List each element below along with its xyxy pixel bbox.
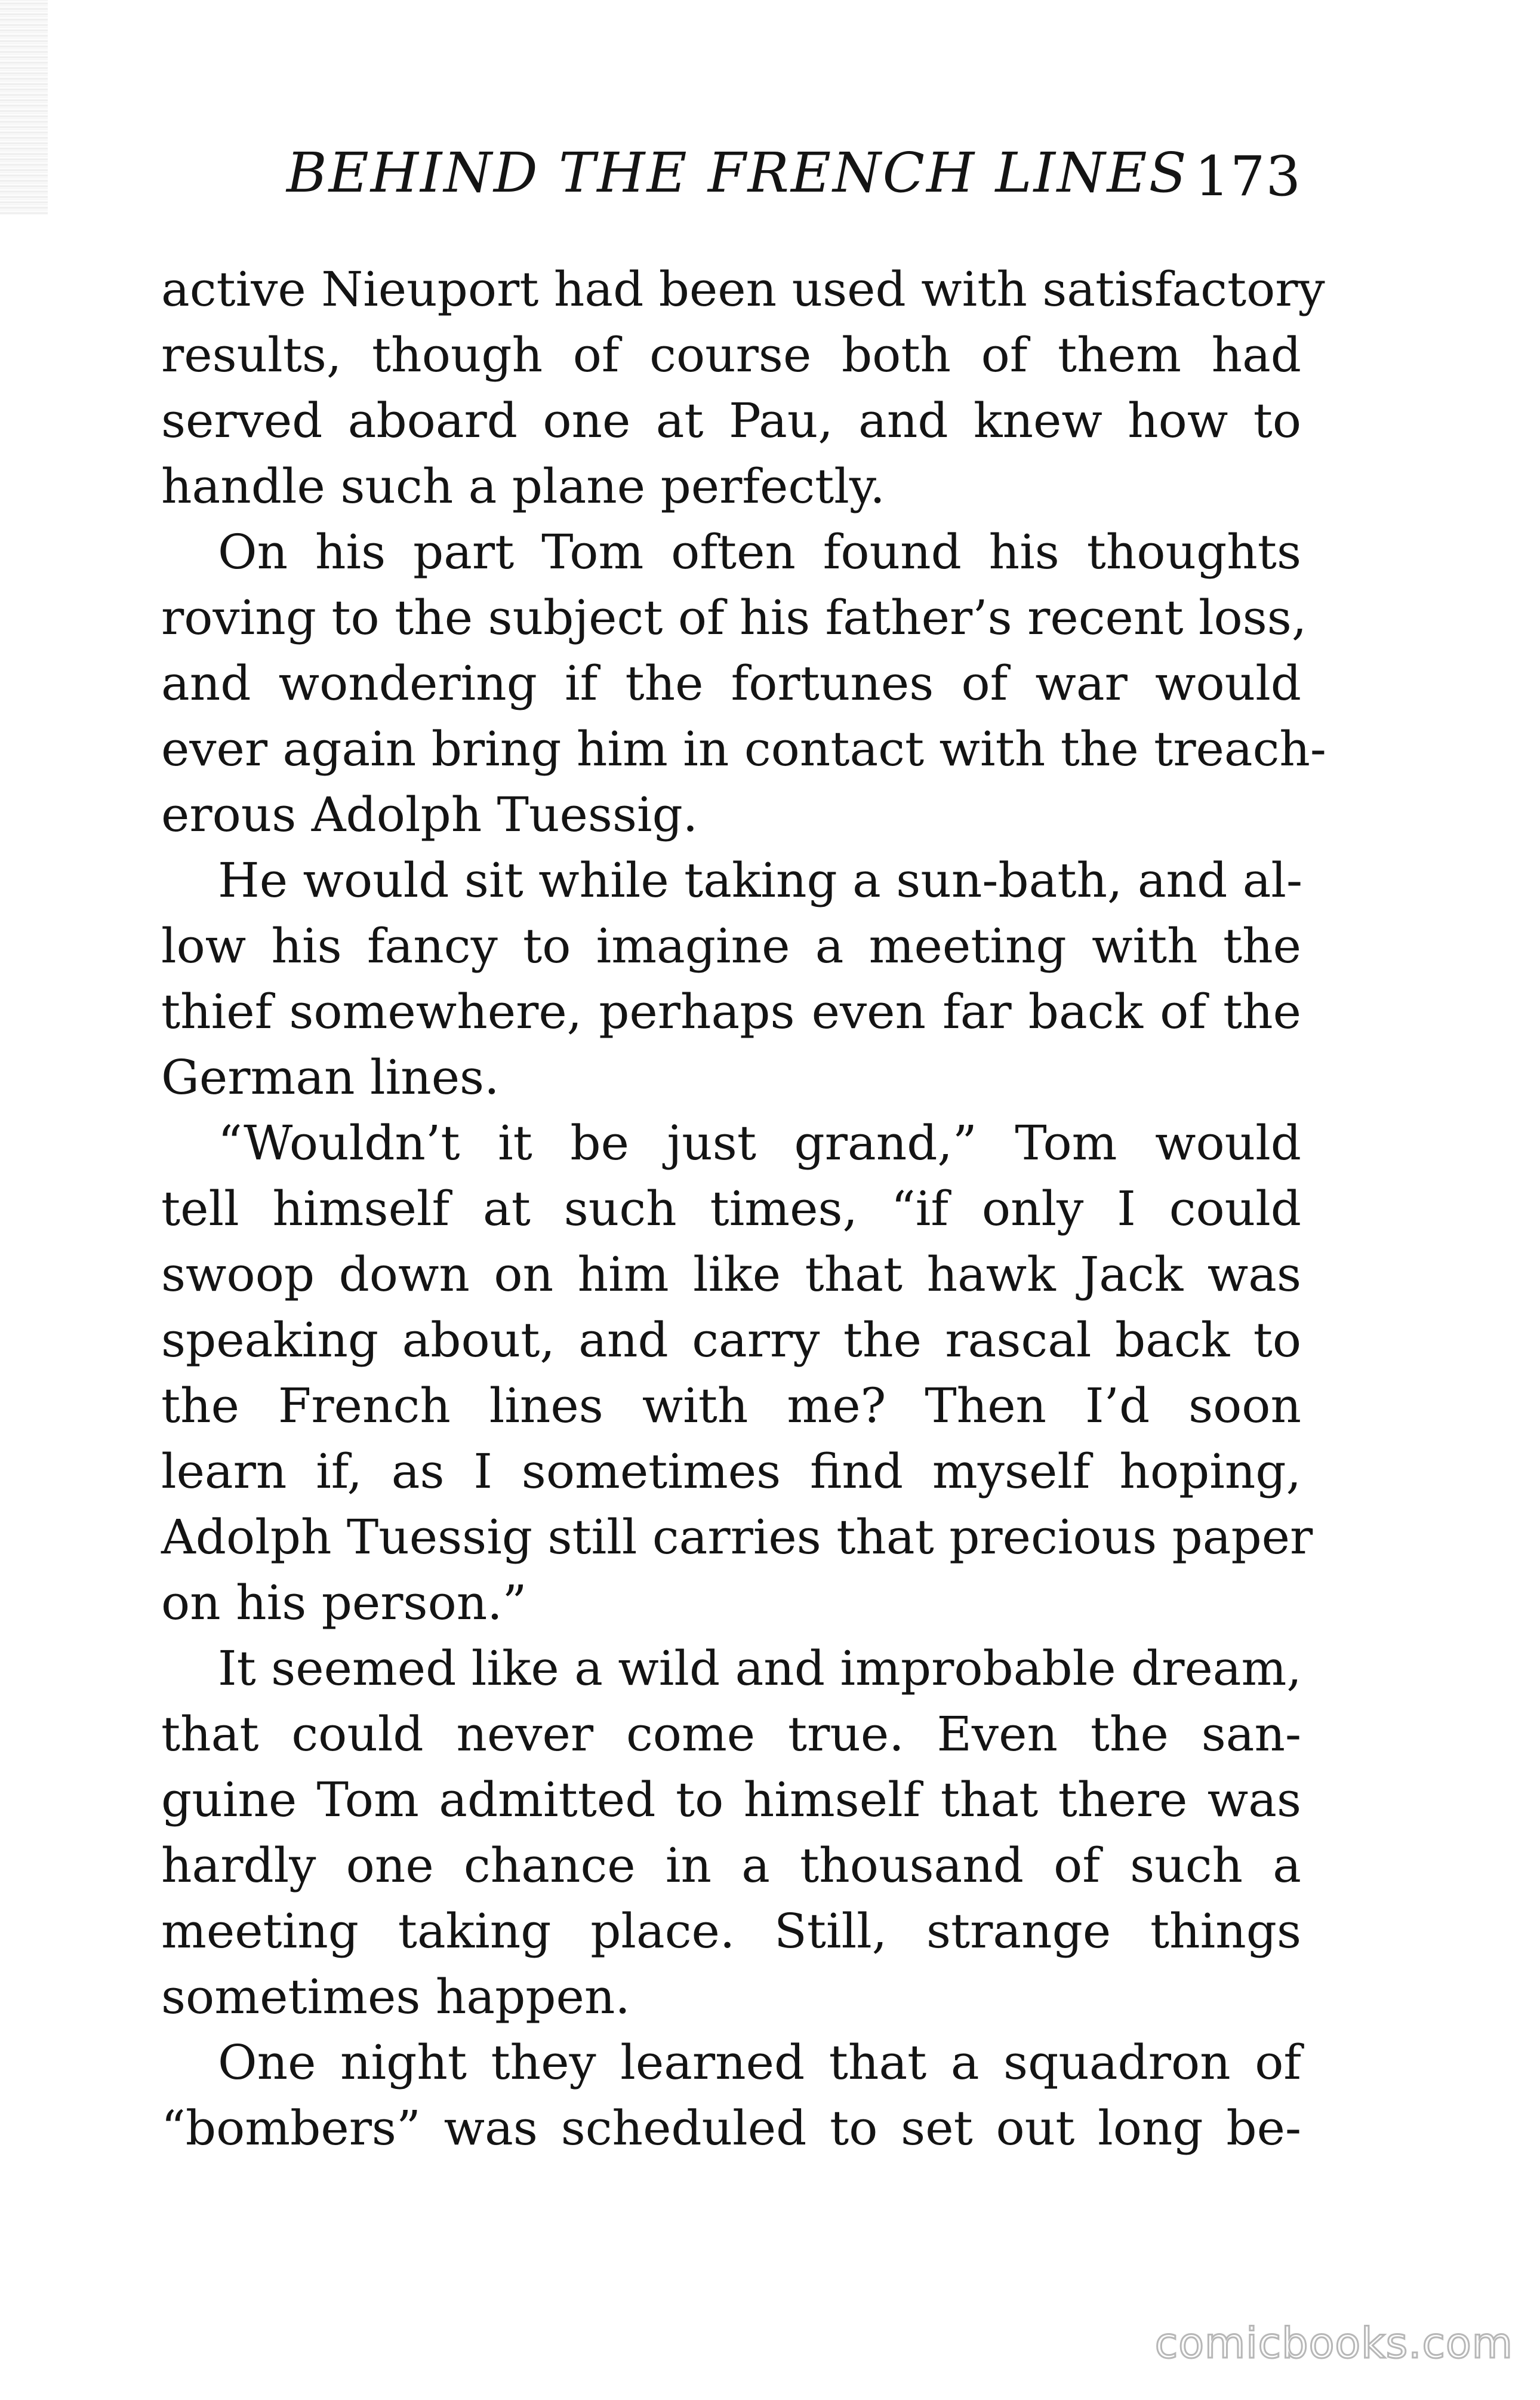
- text-line: meeting taking place. Still, strange things: [161, 1903, 1301, 1959]
- text-line: speaking about, and carry the rascal back to: [161, 1312, 1301, 1368]
- text-line: guine Tom admitted to himself that there was: [161, 1772, 1301, 1827]
- text-line: tell himself at such times, “if only I could: [161, 1181, 1301, 1236]
- text-line: “Wouldn’t it be just grand,” Tom would: [218, 1115, 1301, 1171]
- running-head: [287, 137, 1301, 209]
- text-line: handle such a plane perfectly.: [161, 459, 885, 514]
- text-line: served aboard one at Pau, and knew how to: [161, 393, 1301, 448]
- text-line: One night they learned that a squadron of: [218, 2035, 1301, 2090]
- running-head-title: BEHIND THE FRENCH LINES: [287, 141, 1188, 205]
- text-line: thief somewhere, perhaps even far back of the: [161, 984, 1301, 1039]
- text-line: and wondering if the fortunes of war would: [161, 656, 1301, 711]
- text-line: It seemed like a wild and improbable dream,: [218, 1641, 1302, 1696]
- text-line: sometimes happen.: [161, 1969, 630, 2024]
- text-line: He would sit while taking a sun-bath, and al-: [218, 853, 1303, 908]
- watermark: comicbooks.com: [1154, 2319, 1513, 2368]
- text-line: low his fancy to imagine a meeting with the: [161, 918, 1301, 974]
- text-line: learn if, as I sometimes find myself hoping,: [161, 1444, 1301, 1499]
- text-line: swoop down on him like that hawk Jack was: [161, 1247, 1301, 1302]
- page-edge-shadow: [0, 0, 48, 215]
- page-number: 173: [1194, 144, 1301, 208]
- text-line: “bombers” was scheduled to set out long be-: [161, 2100, 1301, 2156]
- text-line: on his person.”: [161, 1575, 527, 1630]
- text-line: roving to the subject of his father’s recent loss,: [161, 590, 1307, 645]
- text-line: On his part Tom often found his thoughts: [218, 524, 1301, 580]
- text-line: active Nieuport had been used with satisfactory: [161, 261, 1325, 317]
- text-line: the French lines with me? Then I’d soon: [161, 1378, 1301, 1433]
- text-line: results, though of course both of them had: [161, 327, 1301, 383]
- text-line: ever again bring him in contact with the treach-: [161, 721, 1326, 777]
- text-line: German lines.: [161, 1050, 500, 1105]
- text-line: hardly one chance in a thousand of such a: [161, 1838, 1301, 1893]
- body-text: [161, 257, 1326, 2161]
- text-line: erous Adolph Tuessig.: [161, 787, 698, 842]
- text-line: that could never come true. Even the san-: [161, 1706, 1301, 1762]
- text-line: Adolph Tuessig still carries that precious paper: [161, 1509, 1313, 1565]
